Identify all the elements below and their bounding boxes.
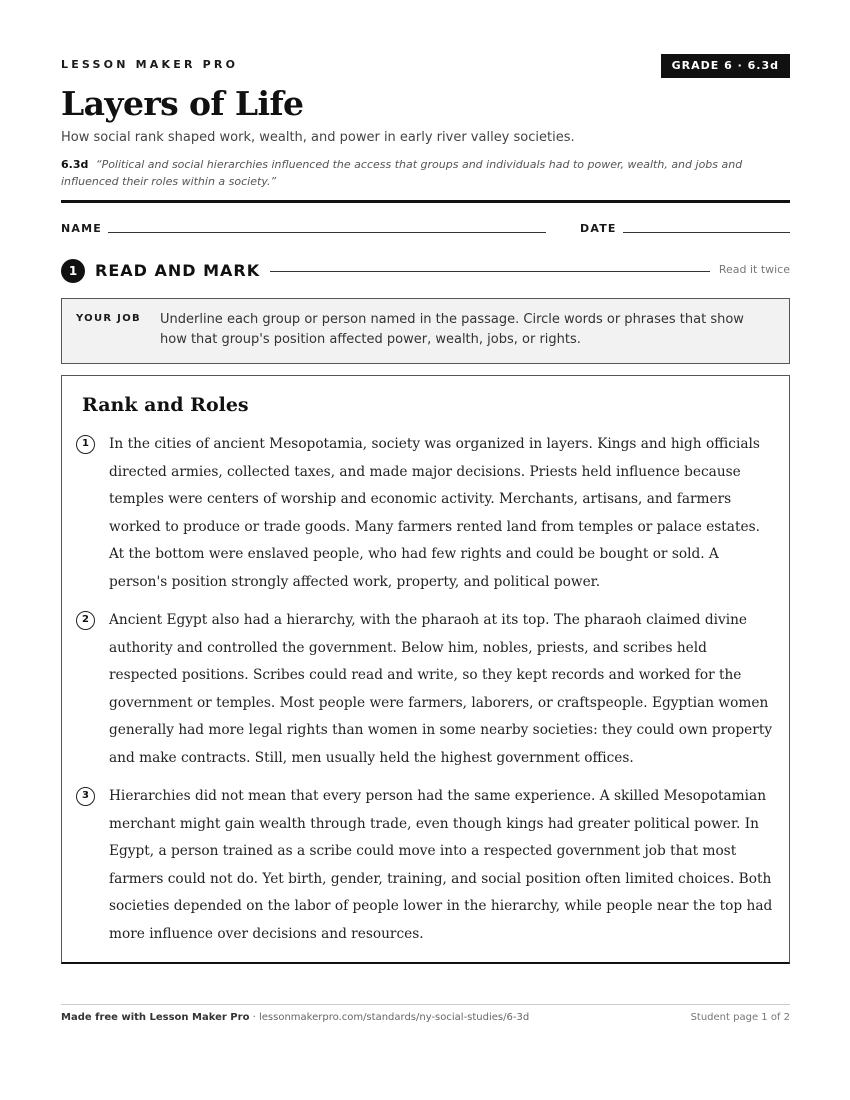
footer-made-with: Made free with Lesson Maker Pro xyxy=(61,1012,250,1023)
standard-statement xyxy=(61,156,790,190)
paragraph-text: Hierarchies did not mean that every person had the same experience. A skilled Mesopotamian merchant might gain wealth through trade, even though kings had greater political power. In Egypt, a person trained as a scribe could move into a respected government job that most farmers could not do. Yet birth, gender, training, and social position often limited choices. Both societies depended on the labor of people lower in the hierarchy, while people near the top had more influence over decisions and resources. xyxy=(109,788,773,942)
date-field[interactable] xyxy=(623,232,790,233)
grade-badge: GRADE 6 · 6.3d xyxy=(661,54,790,78)
name-label: NAME xyxy=(61,222,102,235)
brand-name: LESSON MAKER PRO xyxy=(61,58,239,71)
standard-text: “Political and social hierarchies influenced the access that groups and individuals had to power, wealth, and jobs and influenced their roles within a society.” xyxy=(61,158,743,188)
date-label: DATE xyxy=(580,222,617,235)
paragraph-number: 1 xyxy=(76,435,95,454)
reading-passage xyxy=(61,375,790,964)
paragraph-number: 3 xyxy=(76,787,95,806)
section-rule xyxy=(270,271,710,272)
section-number-badge: 1 xyxy=(61,259,85,283)
name-field[interactable] xyxy=(108,232,546,233)
footer-credit xyxy=(61,1012,529,1023)
instructions-text: Underline each group or person named in the passage. Circle words or phrases that show how that group's position affected power, wealth, jobs, or rights. xyxy=(160,312,744,347)
paragraph-number: 2 xyxy=(76,611,95,630)
page-subtitle: How social rank shaped work, wealth, and power in early river valley societies. xyxy=(61,130,575,145)
passage-title: Rank and Roles xyxy=(82,394,249,416)
instructions-label: YOUR JOB xyxy=(76,313,141,324)
paragraph-text: In the cities of ancient Mesopotamia, society was organized in layers. Kings and high officials directed armies, collected taxes, and made major decisions. Priests held influence because temples were centers of worship and economic activity. Merchants, artisans, and farmers worked to produce or trade goods. Many farmers rented land from temples or palace estates. At the bottom were enslaved people, who had few rights and could be bought or sold. A person's position strongly affected work, property, and political power. xyxy=(109,436,760,590)
header-divider xyxy=(61,200,790,203)
footer-divider xyxy=(61,1004,790,1005)
section-note: Read it twice xyxy=(718,263,790,276)
footer-page-number: Student page 1 of 2 xyxy=(690,1012,790,1023)
footer-url[interactable]: · lessonmakerpro.com/standards/ny-social-studies/6-3d xyxy=(249,1012,530,1023)
section-title: READ AND MARK xyxy=(95,261,261,280)
instructions-box xyxy=(61,298,790,364)
page-title: Layers of Life xyxy=(61,84,304,123)
worksheet-page xyxy=(61,0,790,1100)
paragraph-text: Ancient Egypt also had a hierarchy, with the pharaoh at its top. The pharaoh claimed divine authority and controlled the government. Below him, nobles, priests, and scribes held respected positions. Scribes could read and write, so they kept records and worked for the government or temples. Most people were farmers, laborers, or craftspeople. Egyptian women generally had more legal rights than women in some nearby societies: they could own property and make contracts. Still, men usually held the highest government offices. xyxy=(109,612,773,766)
standard-code: 6.3d xyxy=(61,158,89,171)
